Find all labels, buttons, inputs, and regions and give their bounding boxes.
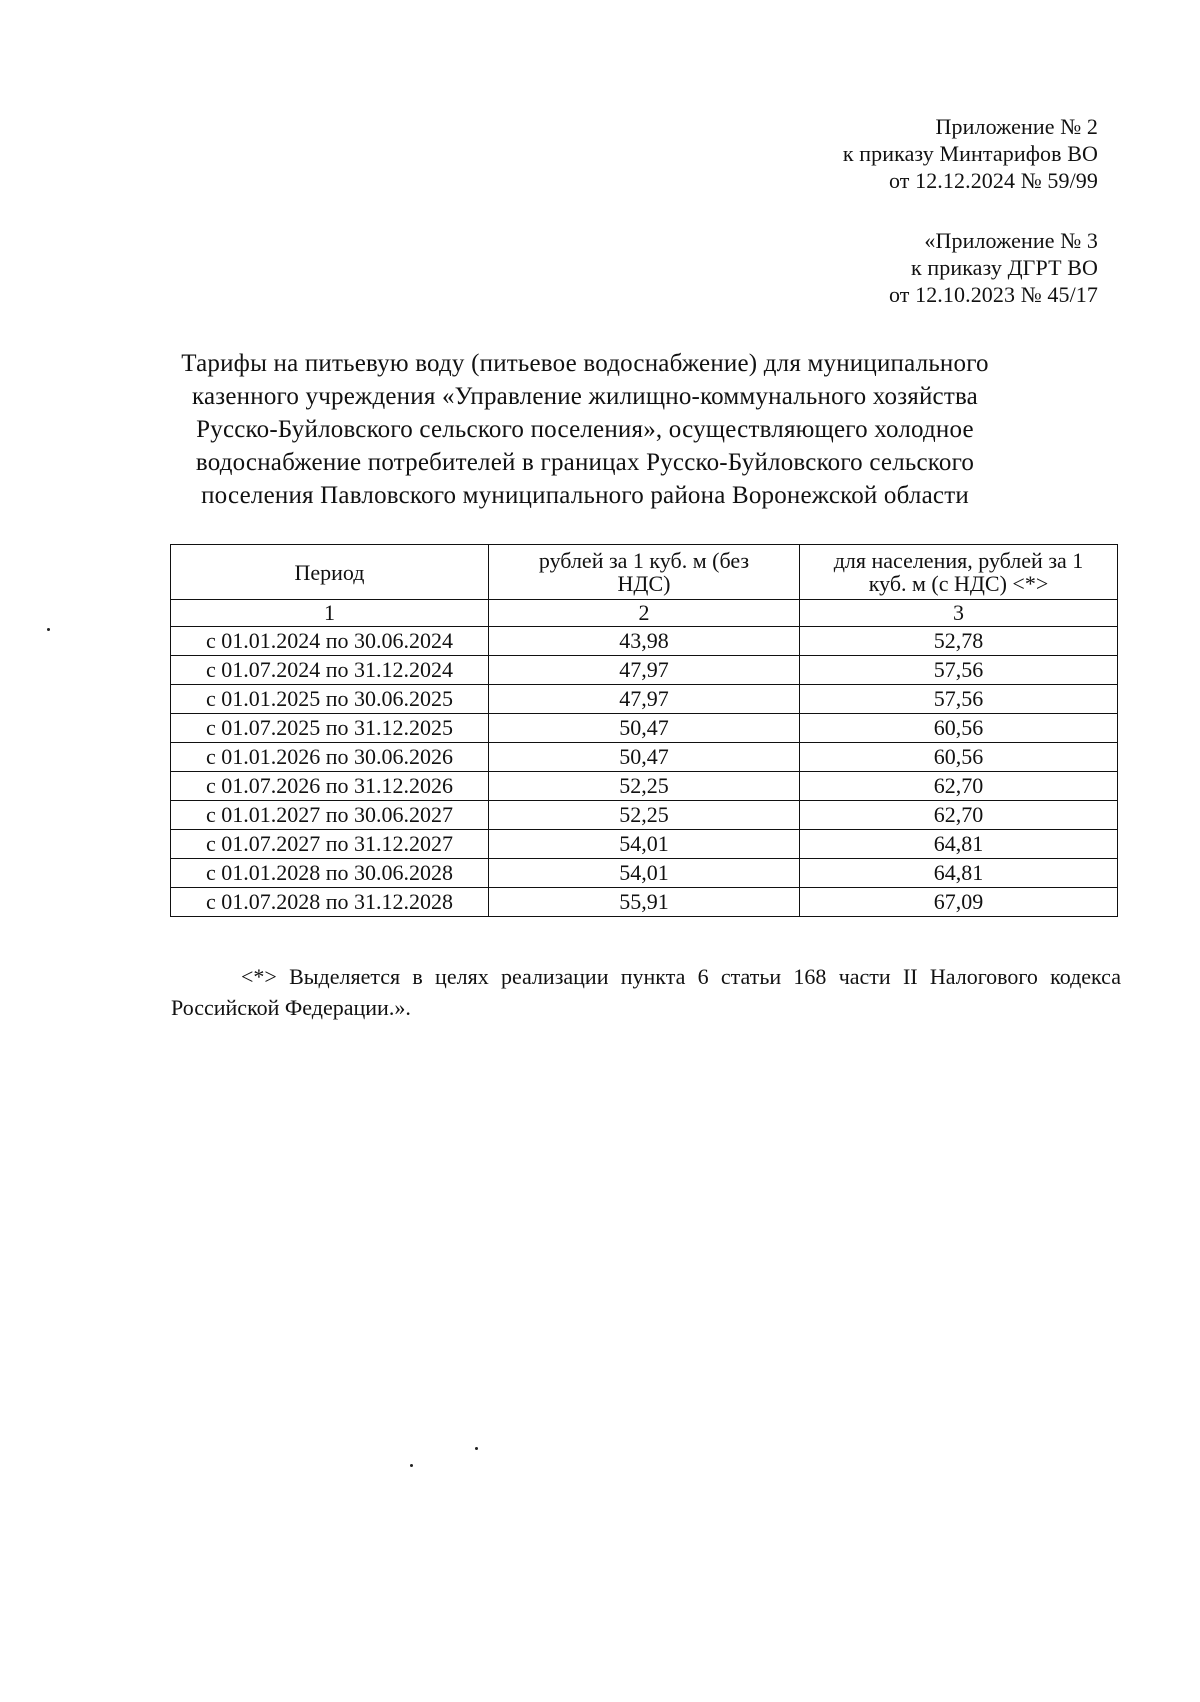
table-row	[171, 772, 1118, 801]
cell-price-no-vat: 47,97	[489, 656, 800, 685]
column-number: 1	[171, 600, 489, 627]
cell-price-no-vat: 47,97	[489, 685, 800, 714]
header-line: НДС)	[617, 571, 671, 596]
cell-period: с 01.07.2028 по 31.12.2028	[171, 888, 489, 917]
footnote: <*> Выделяется в целях реализации пункта 6 статьи 168 части II Налогового кодекса Российской Федерации.».	[171, 964, 1121, 1020]
cell-period: с 01.07.2027 по 31.12.2027	[171, 830, 489, 859]
appendix-order-ref: к приказу ДГРТ ВО	[910, 255, 1098, 280]
scan-speck	[410, 1464, 413, 1467]
cell-price-no-vat: 50,47	[489, 743, 800, 772]
header-line: рублей за 1 куб. м (без	[538, 548, 750, 573]
table-row	[171, 656, 1118, 685]
appendix-number: «Приложение № 3	[924, 228, 1098, 253]
table-row	[171, 627, 1118, 656]
column-number-row	[171, 600, 1118, 627]
cell-period: с 01.01.2025 по 30.06.2025	[171, 685, 489, 714]
table-row	[171, 859, 1118, 888]
table-row	[171, 830, 1118, 859]
cell-price-no-vat: 52,25	[489, 772, 800, 801]
cell-price-no-vat: 54,01	[489, 859, 800, 888]
cell-price-with-vat: 60,56	[800, 743, 1118, 772]
cell-period: с 01.01.2027 по 30.06.2027	[171, 801, 489, 830]
cell-price-with-vat: 57,56	[800, 685, 1118, 714]
title-line: Русско-Буйловского сельского поселения», осуществляющего холодное	[196, 416, 974, 443]
cell-period: с 01.07.2026 по 31.12.2026	[171, 772, 489, 801]
title-line: Тарифы на питьевую воду (питьевое водоснабжение) для муниципального	[181, 350, 989, 377]
table-header-row	[171, 545, 1118, 600]
column-number: 3	[800, 600, 1118, 627]
header-line: куб. м (с НДС) <*>	[868, 571, 1049, 596]
header-line: для населения, рублей за 1	[833, 548, 1084, 573]
column-number: 2	[489, 600, 800, 627]
title-line: казенного учреждения «Управление жилищно-коммунального хозяйства	[192, 383, 978, 410]
cell-price-with-vat: 60,56	[800, 714, 1118, 743]
table-row	[171, 801, 1118, 830]
table-row	[171, 685, 1118, 714]
cell-price-no-vat: 43,98	[489, 627, 800, 656]
header-price-no-vat	[489, 545, 800, 600]
table-row	[171, 888, 1118, 917]
appendix-header-current	[843, 113, 1098, 194]
appendix-order-date: от 12.12.2024 № 59/99	[888, 168, 1098, 193]
cell-price-with-vat: 62,70	[800, 801, 1118, 830]
cell-price-with-vat: 64,81	[800, 859, 1118, 888]
cell-price-with-vat: 62,70	[800, 772, 1118, 801]
cell-price-no-vat: 52,25	[489, 801, 800, 830]
cell-period: с 01.07.2024 по 31.12.2024	[171, 656, 489, 685]
title-line: поселения Павловского муниципального района Воронежской области	[201, 482, 969, 509]
title-line: водоснабжение потребителей в границах Русско-Буйловского сельского	[195, 449, 975, 476]
cell-price-no-vat: 50,47	[489, 714, 800, 743]
header-price-with-vat	[800, 545, 1118, 600]
cell-period: с 01.07.2025 по 31.12.2025	[171, 714, 489, 743]
cell-period: с 01.01.2026 по 30.06.2026	[171, 743, 489, 772]
appendix-header-original	[889, 227, 1098, 308]
cell-period: с 01.01.2024 по 30.06.2024	[171, 627, 489, 656]
cell-price-with-vat: 52,78	[800, 627, 1118, 656]
table-row	[171, 714, 1118, 743]
appendix-order-ref: к приказу Минтарифов ВО	[842, 141, 1098, 166]
appendix-number: Приложение № 2	[935, 114, 1098, 139]
cell-price-with-vat: 64,81	[800, 830, 1118, 859]
document-title	[150, 347, 1020, 512]
appendix-order-date: от 12.10.2023 № 45/17	[888, 282, 1098, 307]
cell-price-no-vat: 55,91	[489, 888, 800, 917]
table-row	[171, 743, 1118, 772]
header-period: Период	[171, 545, 489, 600]
scan-speck	[47, 628, 50, 631]
cell-price-no-vat: 54,01	[489, 830, 800, 859]
cell-price-with-vat: 67,09	[800, 888, 1118, 917]
scan-speck	[475, 1447, 478, 1450]
cell-price-with-vat: 57,56	[800, 656, 1118, 685]
tariff-table	[170, 544, 1118, 917]
cell-period: с 01.01.2028 по 30.06.2028	[171, 859, 489, 888]
